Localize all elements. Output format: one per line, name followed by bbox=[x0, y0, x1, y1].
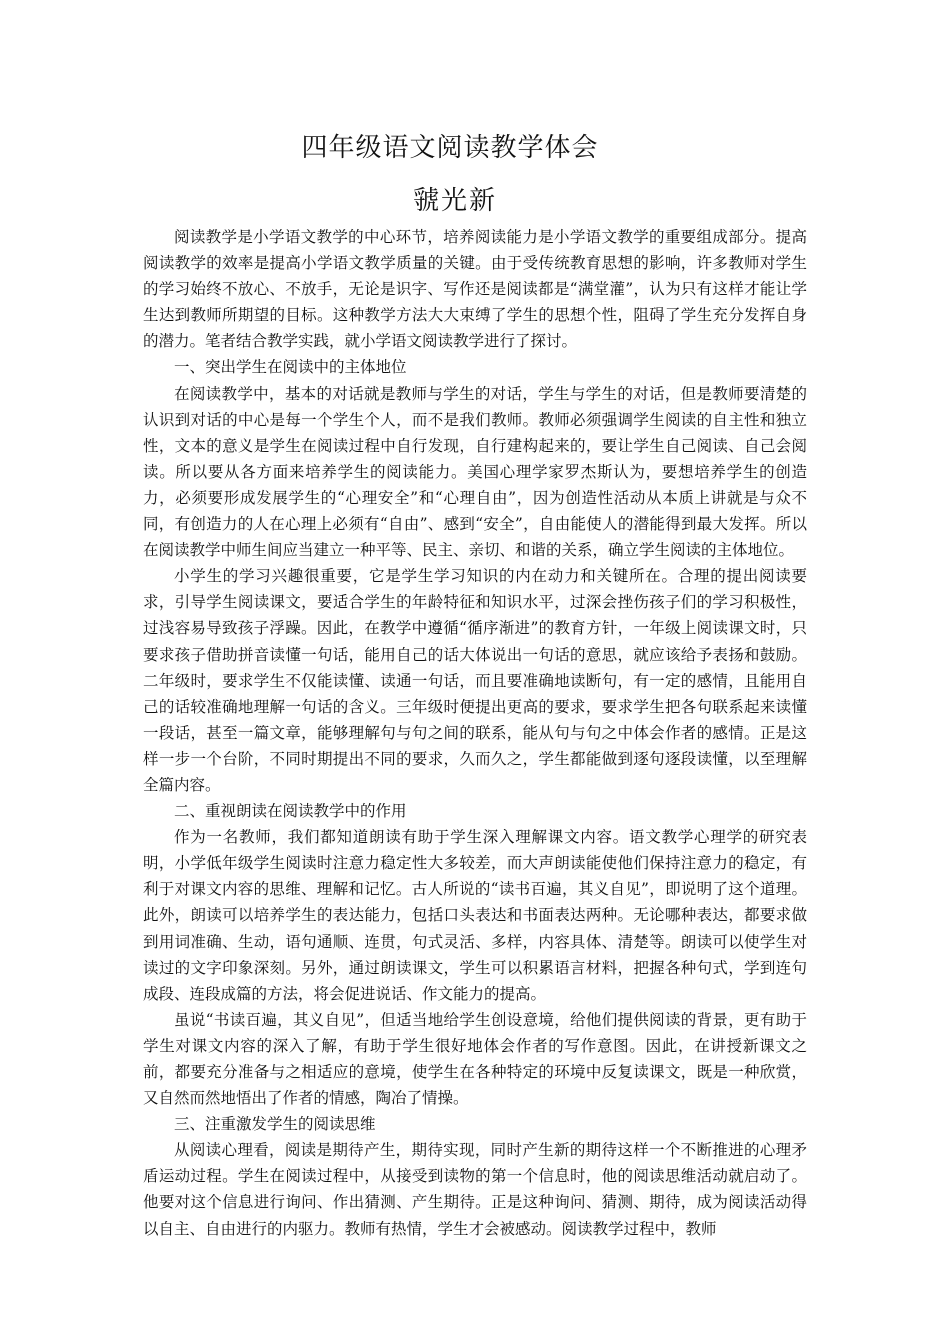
document-body bbox=[143, 224, 807, 1242]
document-author: 虢光新 bbox=[412, 186, 497, 216]
paragraph-intro: 阅读教学是小学语文教学的中心环节，培养阅读能力是小学语文教学的重要组成部分。提高阅读教学的效率是提高小学语文教学质量的关键。由于受传统教育思想的影响，许多教师对学生的学习始终不放心、不放手，无论是识字、写作还是阅读都是“满堂灌”，认为只有这样才能让学生达到教师所期望的目标。这种教学方法大大束缚了学生的思想个性，阻碍了学生充分发挥自身的潜力。笔者结合教学实践，就小学语文阅读教学进行了探讨。 bbox=[143, 228, 807, 351]
section-heading-2: 二、重视朗读在阅读教学中的作用 bbox=[174, 802, 407, 821]
paragraph-2-2: 虽说“书读百遍，其义自见”，但适当地给学生创设意境，给他们提供阅读的背景，更有助于学生对课文内容的深入了解，有助于学生很好地体会作者的写作意图。因此，在讲授新课文之前，都要充分准备与之相适应的意境，使学生在各种特定的环境中反复读课文，既是一种欣赏，又自然而然地悟出了作者的情感，陶冶了情操。 bbox=[143, 1010, 807, 1108]
paragraph-1-2: 小学生的学习兴趣很重要，它是学生学习知识的内在动力和关键所在。合理的提出阅读要求，引导学生阅读课文，要适合学生的年龄特征和知识水平，过深会挫伤孩子们的学习积极性，过浅容易导致孩子浮躁。因此，在教学中遵循“循序渐进”的教育方针，一年级上阅读课文时，只要求孩子借助拼音读懂一句话，能用自己的话大体说出一句话的意思，就应该给予表扬和鼓励。二年级时，要求学生不仅能读懂、读通一句话，而且要准确地读断句，有一定的感情，且能用自己的话较准确地理解一句话的含义。三年级时便提出更高的要求，要求学生把各句联系起来读懂一段话，甚至一篇文章，能够理解句与句之间的联系，能从句与句之中体会作者的感情。正是这样一步一个台阶，不同时期提出不同的要求，久而久之，学生都能做到逐句逐段读懂，以至理解全篇内容。 bbox=[143, 567, 807, 794]
paragraph-1-1: 在阅读教学中，基本的对话就是教师与学生的对话，学生与学生的对话，但是教师要清楚的认识到对话的中心是每一个学生个人，而不是我们教师。教师必须强调学生阅读的自主性和独立性，文本的意义是学生在阅读过程中自行发现，自行建构起来的，要让学生自己阅读、自己会阅读。所以要从各方面来培养学生的阅读能力。美国心理学家罗杰斯认为，要想培养学生的创造力，必须要形成发展学生的“心理安全”和“心理自由”，因为创造性活动从本质上讲就是与众不同，有创造力的人在心理上必须有“自由”、感到“安全”，自由能使人的潜能得到最大发挥。所以在阅读教学中师生间应当建立一种平等、民主、亲切、和谐的关系，确立学生阅读的主体地位。 bbox=[143, 384, 807, 560]
document-title: 四年级语文阅读教学体会 bbox=[301, 133, 599, 163]
paragraph-2-1: 作为一名教师，我们都知道朗读有助于学生深入理解课文内容。语文教学心理学的研究表明，小学低年级学生阅读时注意力稳定性大多较差，而大声朗读能使他们保持注意力的稳定，有利于对课文内容的思维、理解和记忆。古人所说的“读书百遍，其义自见”，即说明了这个道理。此外，朗读可以培养学生的表达能力，包括口头表达和书面表达两种。无论哪种表达，都要求做到用词准确、生动，语句通顺、连贯，句式灵活、多样，内容具体、清楚等。朗读可以使学生对读过的文字印象深刻。另外，通过朗读课文，学生可以积累语言材料，把握各种句式，学到连句成段、连段成篇的方法，将会促进说话、作文能力的提高。 bbox=[143, 828, 807, 1003]
section-heading-1: 一、突出学生在阅读中的主体地位 bbox=[174, 358, 407, 377]
paragraph-3-1: 从阅读心理看，阅读是期待产生，期待实现，同时产生新的期待这样一个不断推进的心理矛盾运动过程。学生在阅读过程中，从接受到读物的第一个信息时，他的阅读思维活动就启动了。他要对这个信息进行询问、作出猜测、产生期待。正是这种询问、猜测、期待，成为阅读活动得以自主、自由进行的内驱力。教师有热情，学生才会被感动。阅读教学过程中，教师 bbox=[143, 1141, 807, 1238]
section-heading-3: 三、注重激发学生的阅读思维 bbox=[174, 1115, 376, 1134]
